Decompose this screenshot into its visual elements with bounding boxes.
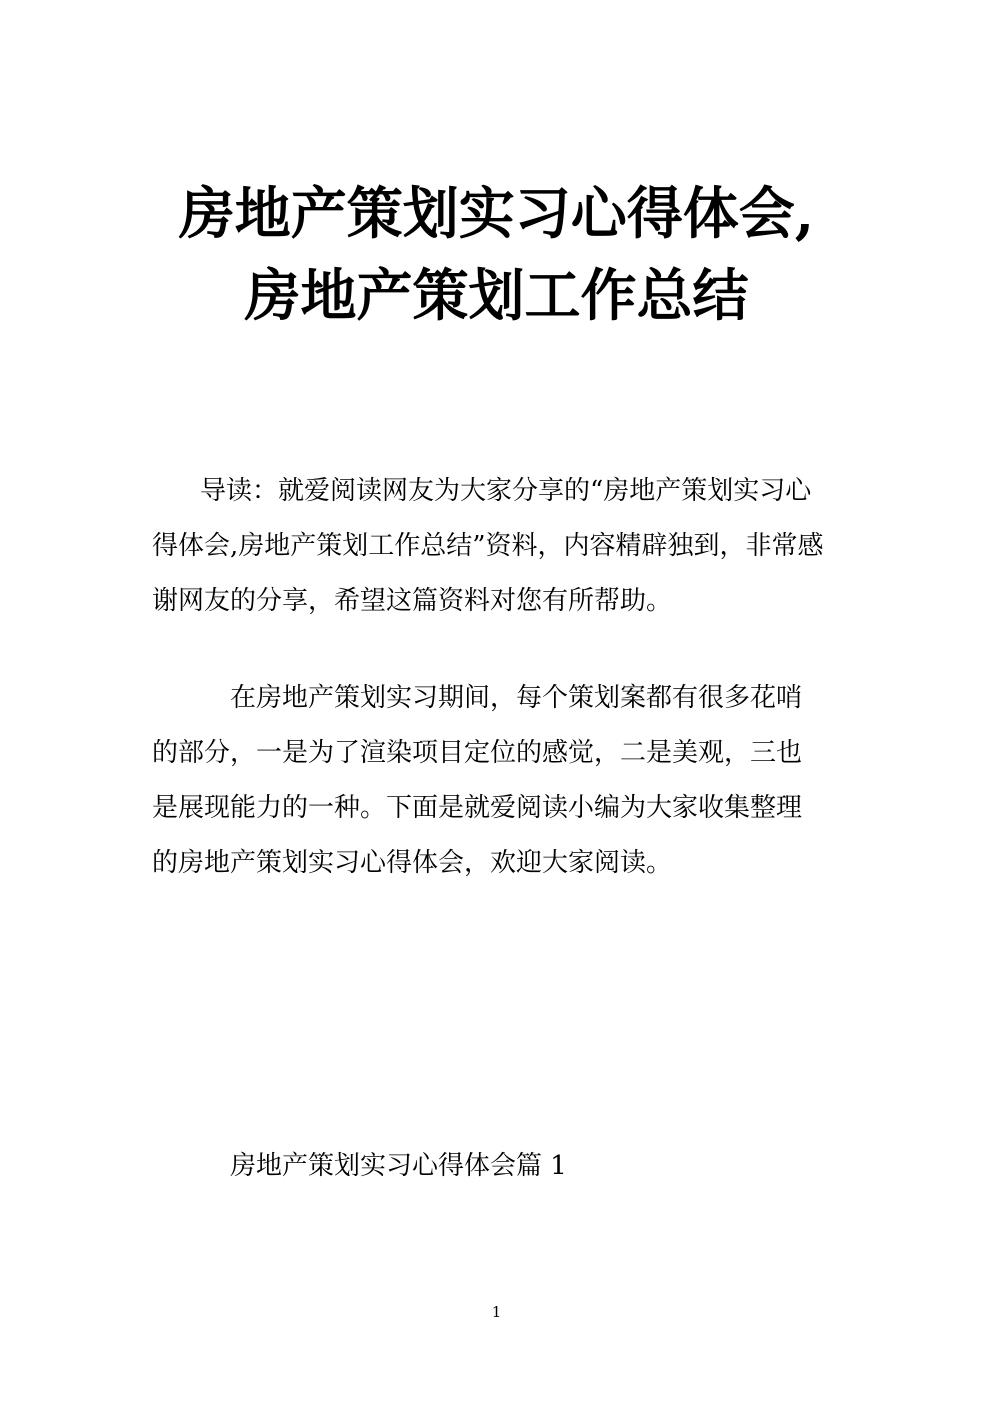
document-title-line-2: 房地产策划工作总结 — [244, 263, 749, 329]
body-line: 的房地产策划实习心得体会，欢迎大家阅读。 — [152, 848, 673, 878]
body-line: 的部分，一是为了渲染项目定位的感觉，二是美观，三也 — [152, 738, 803, 768]
intro-line: 导读：就爱阅读网友为大家分享的“房地产策划实习心 — [200, 476, 812, 506]
page-number: 1 — [491, 1303, 502, 1321]
intro-line: 谢网友的分享，希望这篇资料对您有所帮助。 — [152, 586, 673, 616]
section-heading: 房地产策划实习心得体会篇 1 — [230, 1151, 567, 1181]
body-line: 在房地产策划实习期间，每个策划案都有很多花哨 — [230, 683, 803, 713]
intro-line: 得体会,房地产策划工作总结”资料，内容精辟独到，非常感 — [152, 531, 824, 561]
document-title-line-1: 房地产策划实习心得体会, — [178, 181, 815, 247]
body-line: 是展现能力的一种。下面是就爱阅读小编为大家收集整理 — [152, 793, 803, 823]
